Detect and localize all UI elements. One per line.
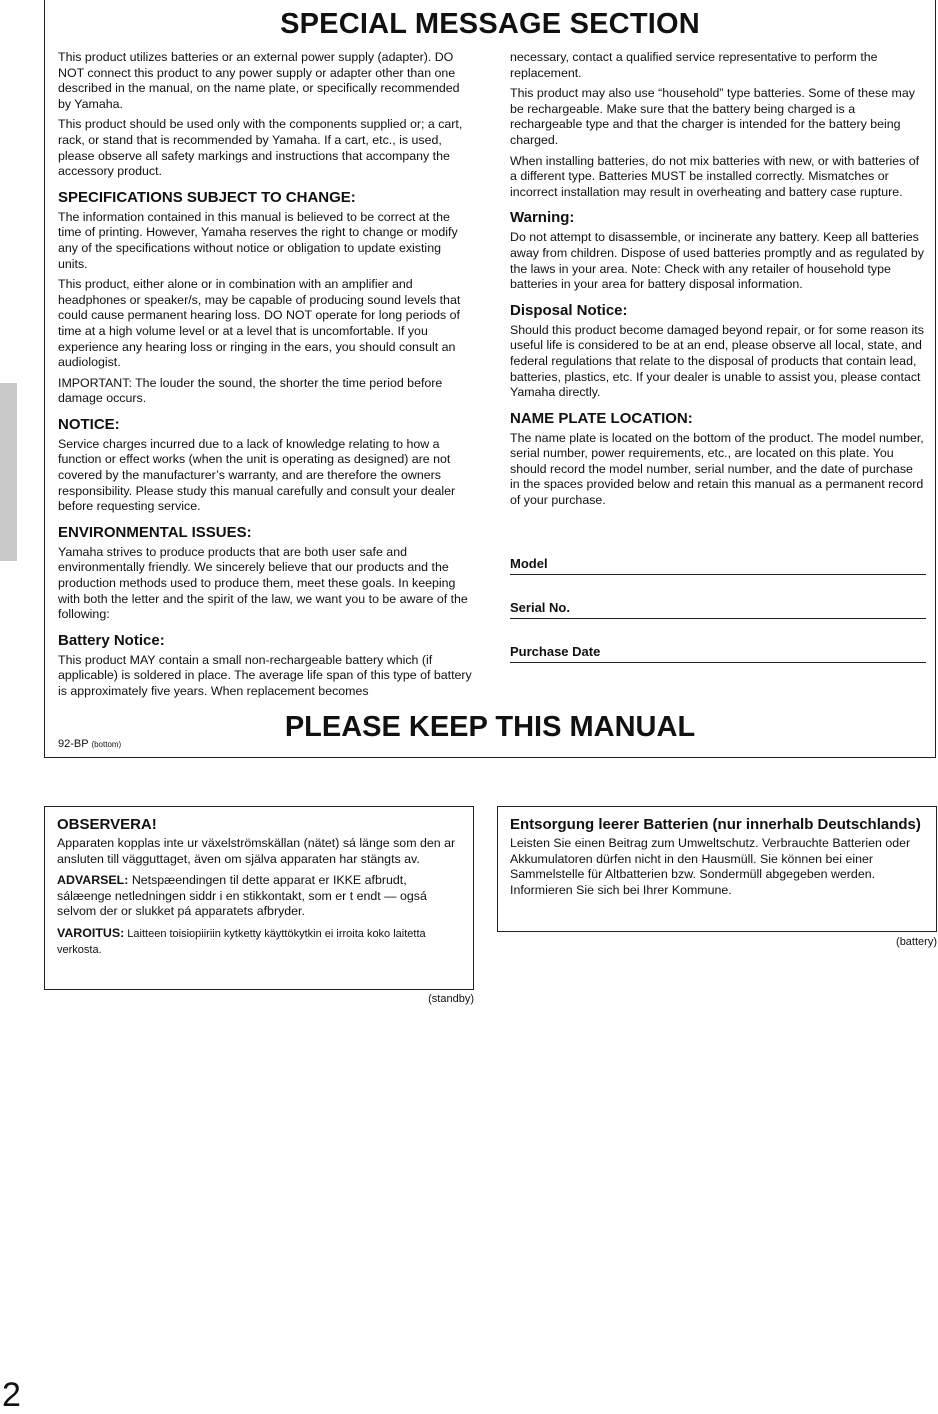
varoitus-text: Laitteen toisiopiiriin kytketty käyttökytkin ei irroita koko laitetta verkosta. [57,927,426,956]
section-title: SPECIAL MESSAGE SECTION [280,8,700,40]
battery-notice-paragraph: This product MAY contain a small non-rechargeable battery which (if applicable) is soldered in place. The average life span of this type of battery is approximately five years. When replacement becomes [58,652,472,698]
purchase-date-label: Purchase Date [510,644,601,660]
left-column [58,50,472,705]
varoitus-label: VAROITUS: [57,925,125,940]
specifications-paragraph: The information contained in this manual is believed to be correct at the time of printing. However, Yamaha reserves the right to change or modify any of the specifications without notice or obligation to update existing units. [58,209,458,271]
varoitus-paragraph [57,926,461,958]
hearing-paragraph: This product, either alone or in combination with an amplifier and headphones or speaker/s, may be capable of producing sound levels that could cause permanent hearing loss. DO NOT operate for long periods of time at a high volume level or at a level that is uncomfortable. If you experience any hearing loss or ringing in the ears, you should consult an audiologist. [58,277,461,370]
advarsel-text: Netspæendingen til dette apparat er IKKE afbrudt, sálæenge netledningen siddr i en stikkontakt, som er t endt — ogsá selvom der or slukket pá apparatets afbryder. [57,873,427,919]
form-code-note: (bottom) [91,740,122,749]
nameplate-heading: NAME PLATE LOCATION: [510,409,693,427]
household-battery-paragraph: This product may also use “household” type batteries. Some of these may be rechargeable. Make sure that the battery being charged is a rechargeable type and that the charger is intended for the battery being charged. [510,86,915,147]
important-paragraph: IMPORTANT: The louder the sound, the shorter the time period before damage occurs. [58,375,443,406]
intro-paragraph-1: This product utilizes batteries or an external power supply (adapter). DO NOT connect this product to any power supply or adapter other than one described in the manual, on the name plate, or specifically recommended by Yamaha. [58,50,460,111]
advarsel-paragraph [57,873,461,920]
form-code [58,738,121,750]
model-field [510,531,926,575]
right-column [510,50,926,663]
record-fields [510,531,926,663]
model-label: Model [510,556,548,572]
environmental-heading: ENVIRONMENTAL ISSUES: [58,523,252,541]
intro-paragraph-2: This product should be used only with the components supplied or; a cart, rack, or stand that is recommended by Yamaha. If a cart, etc., is used, please observe all safety markings and instructions that accompany the accessory product. [58,117,463,179]
observera-heading: OBSERVERA! [57,816,157,833]
installing-battery-paragraph: When installing batteries, do not mix batteries with new, or with batteries of a different type. Batteries MUST be installed correctly. Mismatches or incorrect installation may result in overheating and battery case rupture. [510,153,920,199]
battery-disposal-heading: Entsorgung leerer Batterien (nur innerhalb Deutschlands) [510,816,921,833]
battery-caption: (battery) [896,936,937,948]
disposal-heading: Disposal Notice: [510,301,628,319]
serial-label: Serial No. [510,600,570,616]
battery-notice-heading: Battery Notice: [58,631,165,649]
disposal-paragraph: Should this product become damaged beyond repair, or for some reason its useful life is considered to be at an end, please observe all local, state, and federal regulations that relate to the disposal of products that contain lead, batteries, plastics, etc. If your dealer is unable to assist you, please contact Yamaha directly. [510,322,924,400]
side-index-tab [0,383,17,561]
notice-paragraph: Service charges incurred due to a lack of knowledge relating to how a function or effect works (when the unit is operating as designed) are not covered by the manufacturer’s warranty, and are therefore the owners responsibility. Please study this manual carefully and consult your dealer before requesting service. [58,436,456,514]
specifications-heading: SPECIFICATIONS SUBJECT TO CHANGE: [58,188,356,206]
form-code-text: 92-BP [58,738,89,750]
battery-disposal-paragraph: Leisten Sie einen Beitrag zum Umweltschutz. Verbrauchte Batterien oder Akkumulatoren dürfen nicht in den Hausmüll. Sie können bei einer Sammelstelle für Altbatterien bzw. Sondermüll abgegeben werden. Informieren Sie sich bei Ihrer Kommune. [510,836,911,897]
advarsel-label: ADVARSEL: [57,873,129,888]
warning-heading: Warning: [510,209,575,227]
observera-paragraph: Apparaten kopplas inte ur växelströmskällan (nätet) sá länge som den ar ansluten till vägguttaget, även om själva apparaten har stängts av. [57,836,456,866]
purchase-date-field [510,619,926,663]
nameplate-paragraph: The name plate is located on the bottom of the product. The model number, serial number, power requirements, etc., are located on this plate. You should record the model number, serial number, and the date of purchase in the spaces provided below and retain this manual as a permanent record of your purchase. [510,430,924,508]
notice-heading: NOTICE: [58,415,120,433]
warning-paragraph: Do not attempt to disassemble, or incinerate any battery. Keep all batteries away from children. Dispose of used batteries promptly and as regulated by the laws in your area. Note: Check with any retailer of household type batteries in your area for battery disposal information. [510,230,924,292]
standby-caption: (standby) [428,993,474,1005]
environmental-paragraph: Yamaha strives to produce products that are both user safe and environmentally friendly. We sincerely believe that our products and the production methods used to produce them, meet these goals. In keeping with both the letter and the spirit of the law, we want you to be aware of the following: [58,544,468,622]
battery-continued-paragraph: necessary, contact a qualified service representative to perform the replacement. [510,50,878,80]
battery-disposal-box [497,806,937,932]
page-number: 2 [2,1376,21,1414]
keep-manual-title: PLEASE KEEP THIS MANUAL [284,711,696,743]
special-message-section [44,0,936,758]
standby-notice-box [44,806,474,990]
serial-field [510,575,926,619]
